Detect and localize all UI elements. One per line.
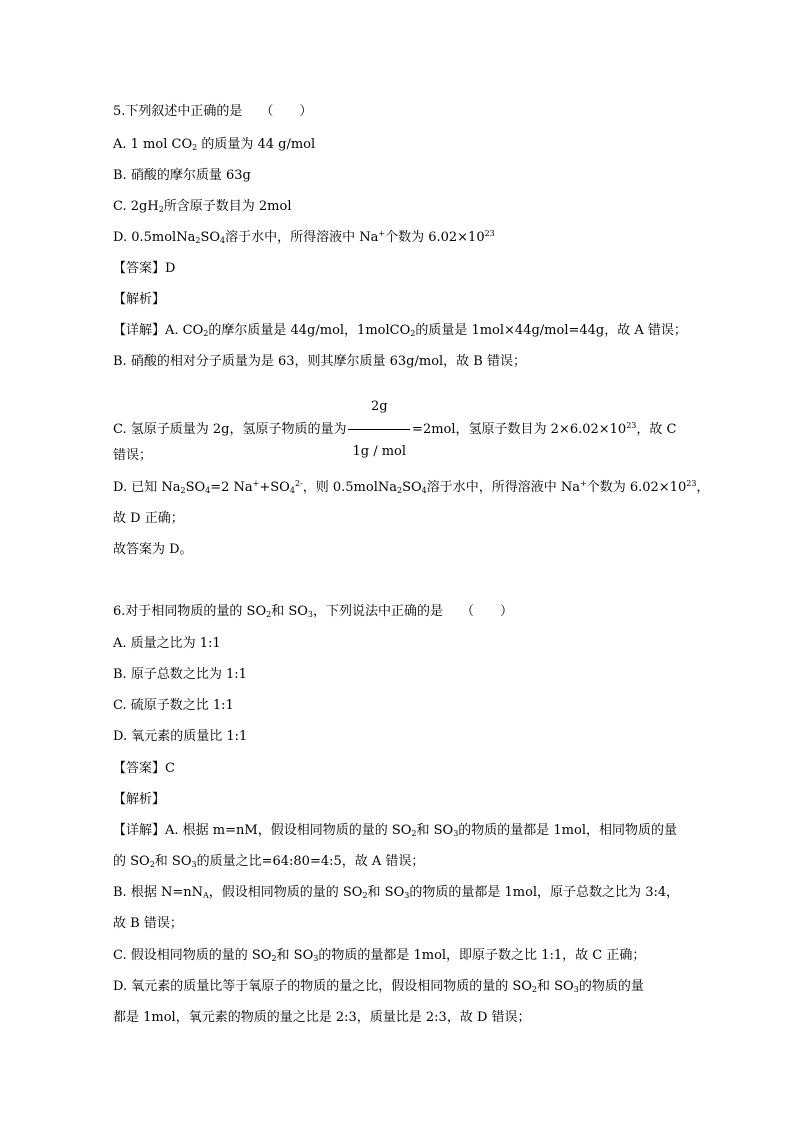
q5-detail-a-text-3: 的质量是 1mol×44g/mol=44g，故 A 错误；	[415, 323, 687, 338]
t: 的物质的量	[578, 979, 644, 994]
t: SO	[402, 480, 422, 495]
superscript: +	[378, 229, 386, 238]
superscript: 2-	[294, 479, 303, 488]
q5-option-d	[113, 230, 495, 246]
t: 和 SO	[271, 604, 308, 619]
subscript: 2	[158, 205, 164, 214]
q5-detail-a-text-2: 的摩尔质量是 44g/mol，1molCO	[208, 323, 411, 338]
q5-analysis-heading: 【解析】	[113, 292, 166, 307]
q5-option-a	[113, 137, 315, 153]
q5-detail-d-cont: 故 D 正确；	[113, 511, 184, 526]
subscript: 2	[531, 985, 538, 994]
q6-detail-d-cont: 都是 1mol，氧元素的物质的量之比是 2:3，质量比是 2:3，故 D 错误；	[113, 1010, 531, 1025]
t: ，假设相同物质的量的 SO	[208, 885, 363, 900]
t: SO	[185, 480, 206, 495]
t: D. 已知 Na	[113, 480, 181, 495]
t: B. 根据 N=nN	[113, 885, 203, 900]
q6-detail-d	[113, 979, 644, 995]
q5-stem-text: 下列叙述中正确的是	[125, 104, 243, 119]
q5-detail-c-cont: 错误；	[113, 448, 153, 463]
t: C. 假设相同物质的量的 SO	[113, 948, 272, 963]
q5-detail-c	[113, 386, 676, 473]
superscript: 23	[626, 421, 637, 430]
q6-option-a: A. 质量之比为 1:1	[113, 636, 221, 651]
q6-analysis-heading: 【解析】	[113, 792, 166, 807]
q5-option-c	[113, 199, 292, 215]
subscript: 4	[205, 486, 211, 495]
q5-option-a-text-2: 的质量为 44 g/mol	[197, 137, 316, 152]
superscript: +	[580, 479, 587, 488]
superscript: 23	[484, 229, 495, 238]
subscript: 4	[289, 486, 295, 495]
subscript: 3	[313, 954, 319, 963]
t: ，	[696, 480, 710, 495]
subscript: 3	[404, 891, 410, 900]
t: +SO	[259, 480, 290, 495]
subscript: 2	[192, 143, 198, 152]
q5-detail-a	[113, 323, 687, 339]
subscript: 4	[421, 486, 427, 495]
subscript: 4	[220, 236, 226, 245]
superscript: 23	[686, 479, 697, 488]
q5-option-b-text: B. 硝酸的摩尔质量 63g	[113, 168, 251, 183]
subscript: 3	[573, 985, 579, 994]
q5-option-b	[113, 168, 251, 184]
fraction-denominator: 1g / mol	[348, 429, 410, 473]
t: 和 SO	[154, 854, 192, 869]
t: 的 SO	[113, 854, 150, 869]
q5-detail-c-text: C. 氢原子质量为 2g，氢原子物质的量为	[113, 422, 347, 437]
q6-detail-c	[113, 948, 645, 964]
q5-option-c-text: C. 2gH	[113, 199, 159, 214]
q5-detail-c-text-2: =2mol，氢原子数目为 2×6.02×10	[412, 422, 627, 437]
t: 和 SO	[276, 948, 314, 963]
t: 对于相同物质的量的 SO	[125, 604, 267, 619]
fraction-numerator: 2g	[370, 399, 388, 414]
superscript: +	[252, 479, 260, 488]
t: 的质量之比=64:80=4:5，故 A 错误；	[196, 854, 425, 869]
q6-detail-b-cont: 故 B 错误；	[113, 916, 183, 931]
q6-answer: 【答案】C	[113, 761, 175, 776]
subscript: 2	[362, 891, 368, 900]
subscript: 2	[149, 860, 155, 869]
q5-stem	[113, 104, 312, 120]
q5-paren: （ ）	[260, 104, 313, 119]
subscript: 2	[266, 610, 272, 619]
t: 和 SO	[537, 979, 574, 994]
t: 个数为 6.02×10	[586, 480, 687, 495]
q5-detail-c-text-3: ，故 C	[636, 422, 677, 437]
q5-option-a-text: A. 1 mol CO	[113, 137, 193, 152]
t: ，则 0.5molNa	[302, 480, 397, 495]
t: 溶于水中，所得溶液中 Na	[426, 480, 581, 495]
t: ，下列说法中正确的是	[313, 604, 444, 619]
q5-option-d-text-2: SO	[200, 230, 221, 245]
t: D. 氧元素的质量比等于氧原子的物质的量之比，假设相同物质的量的 SO	[113, 979, 532, 994]
t: 和 SO	[416, 823, 454, 838]
t: 的物质的量都是 1mol，即原子数之比 1:1，故 C 正确；	[318, 948, 646, 963]
subscript: 3	[453, 829, 459, 838]
q5-number: 5.	[113, 104, 126, 119]
t: =2 Na	[210, 480, 253, 495]
q5-option-c-text-2: 所含原子数目为 2mol	[163, 199, 292, 214]
t: 【详解】A. 根据 m=nM，假设相同物质的量的 SO	[113, 823, 412, 838]
q5-detail-d	[113, 480, 709, 496]
t: 的物质的量都是 1mol，相同物质的量	[458, 823, 677, 838]
q5-option-d-text: D. 0.5molNa	[113, 230, 196, 245]
t: 和 SO	[367, 885, 405, 900]
q6-option-b: B. 原子总数之比为 1:1	[113, 667, 247, 682]
q5-option-d-text-4: 个数为 6.02×10	[385, 230, 485, 245]
subscript: 2	[271, 954, 277, 963]
q6-detail-b	[113, 885, 679, 901]
subscript: 2	[195, 236, 201, 245]
t: 的物质的量都是 1mol，原子总数之比为 3:4，	[409, 885, 680, 900]
q6-paren: （ ）	[461, 604, 514, 619]
subscript: 2	[411, 829, 417, 838]
q6-option-d: D. 氧元素的质量比 1:1	[113, 729, 248, 744]
subscript: 2	[396, 486, 403, 495]
q5-answer: 【答案】D	[113, 261, 176, 276]
q6-number: 6.	[113, 604, 126, 619]
q5-conclusion: 故答案为 D。	[113, 542, 193, 557]
q5-detail-a-text: 【详解】A. CO	[113, 323, 204, 338]
q6-option-c: C. 硫原子数之比 1:1	[113, 698, 234, 713]
q6-detail-a	[113, 823, 677, 839]
q6-detail-a-cont	[113, 854, 424, 870]
subscript: 2	[410, 329, 416, 338]
subscript: A	[202, 891, 209, 900]
subscript: 3	[191, 860, 197, 869]
subscript: 2	[180, 486, 186, 495]
q5-detail-b: B. 硝酸的相对分子质量为是 63，则其摩尔质量 63g/mol，故 B 错误；	[113, 354, 526, 369]
subscript: 3	[307, 610, 313, 619]
subscript: 2	[203, 329, 209, 338]
q6-stem	[113, 604, 513, 620]
q5-option-d-text-3: 溶于水中，所得溶液中 Na	[225, 230, 379, 245]
fraction	[348, 386, 410, 473]
